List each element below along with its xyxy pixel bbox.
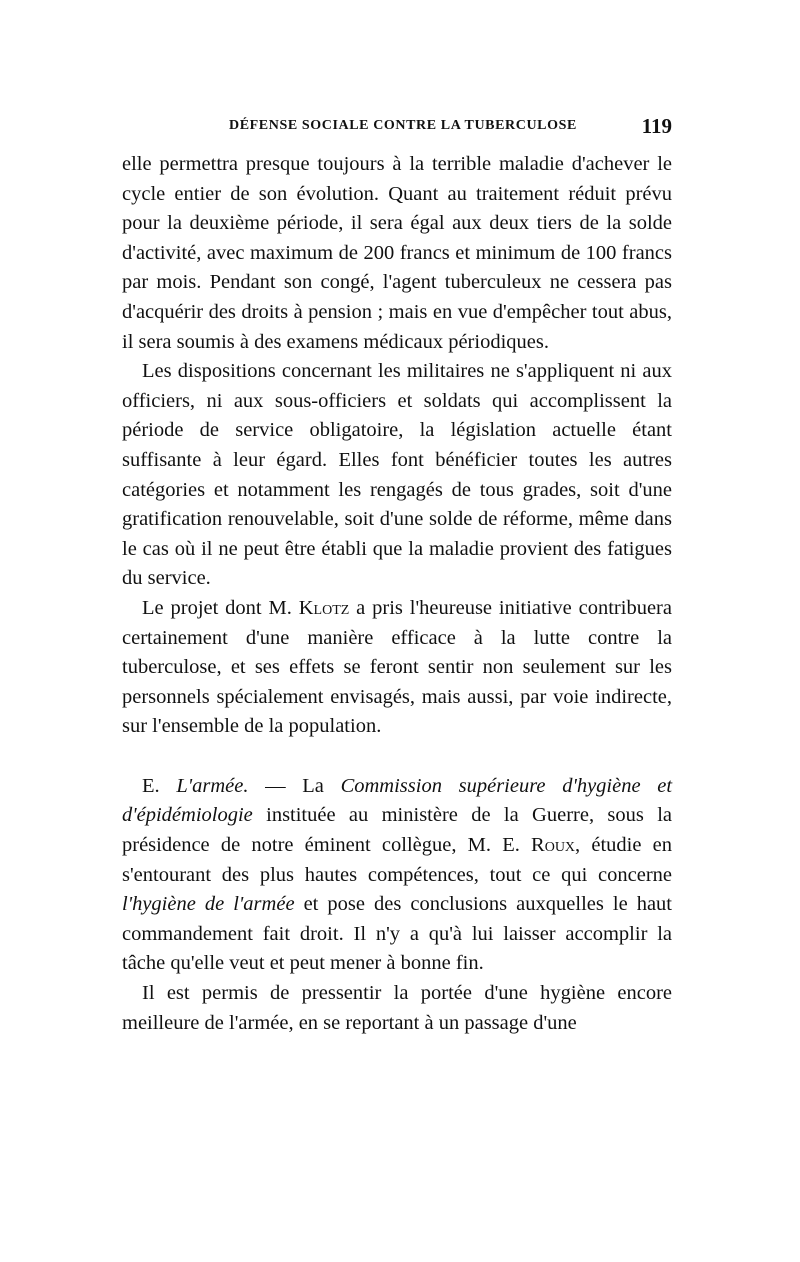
paragraph-1: elle permettra presque toujours à la terrible maladie d'achever le cycle entier de son évolution. Quant au traitement réduit prévu pour la deuxième période, il sera égal aux deux tiers de la solde d'activité, avec maximum de 200 francs et minimum de 100 francs par mois. Pendant son congé, l'agent tuberculeux ne cessera pas d'acquérir des droits à pension ; mais en vue d'empêcher tout abus, il sera soumis à des examens médicaux périodiques. — [122, 153, 672, 353]
paragraph-2: Les dispositions concernant les militaires ne s'appliquent ni aux officiers, ni aux sous-officiers et soldats qui accomplissent la période de service obligatoire, la législation actuelle étant suffisante à leur égard. Elles font bénéficier toutes les autres catégories et notamment les rengagés de tous grades, soit d'une gratification renouvelable, soit d'une solde de réforme, même dans le cas où il ne peut être établi que la maladie provient des fatigues du service. — [122, 360, 672, 590]
body-text — [122, 150, 672, 1038]
section-text-2: , étudie en s'entourant des plus hautes compétences, tout ce qui concerne — [122, 834, 672, 886]
running-head — [122, 114, 672, 140]
section-e-armee — [122, 772, 672, 979]
section-dash: — La — [248, 774, 341, 797]
person-name-klotz: Klotz — [298, 596, 350, 619]
page-number: 119 — [641, 114, 672, 138]
running-title: DÉFENSE SOCIALE CONTRE LA TUBERCULOSE — [229, 118, 577, 133]
topic-hygiene-armee: l'hygiène de l'armée — [122, 893, 295, 916]
section-text-3: et pose des conclusions auxquelles le haut commandement fait droit. Il n'y a qu'à lui laisser accomplir la tâche qu'elle veut et peut mener à bonne fin. — [122, 893, 673, 975]
paragraph-3-text-end: a pris l'heureuse initiative contribuera certainement d'une manière efficace à la lutte contre la tuberculose, et ses effets se feront sentir non seulement sur les personnels spécialement envisagés, mais aussi, par voie indirecte, sur l'ensemble de la population. — [122, 596, 672, 738]
section-text-1: instituée au ministère de la Guerre, sous la présidence de notre éminent collègue, M. E. — [122, 804, 672, 857]
person-name-roux: Roux — [531, 834, 576, 857]
section-heading: L'armée. — [176, 774, 249, 797]
commission-name: Commission supérieure d'hygiène et d'épidémiologie — [122, 774, 673, 827]
section-label: E. — [142, 774, 160, 797]
paragraph-3-text-start: Le projet dont M. — [142, 596, 299, 619]
paragraph-3 — [122, 594, 672, 742]
paragraph-5: Il est permis de pressentir la portée d'une hygiène encore meilleure de l'armée, en se reportant à un passage d'une — [122, 982, 672, 1034]
